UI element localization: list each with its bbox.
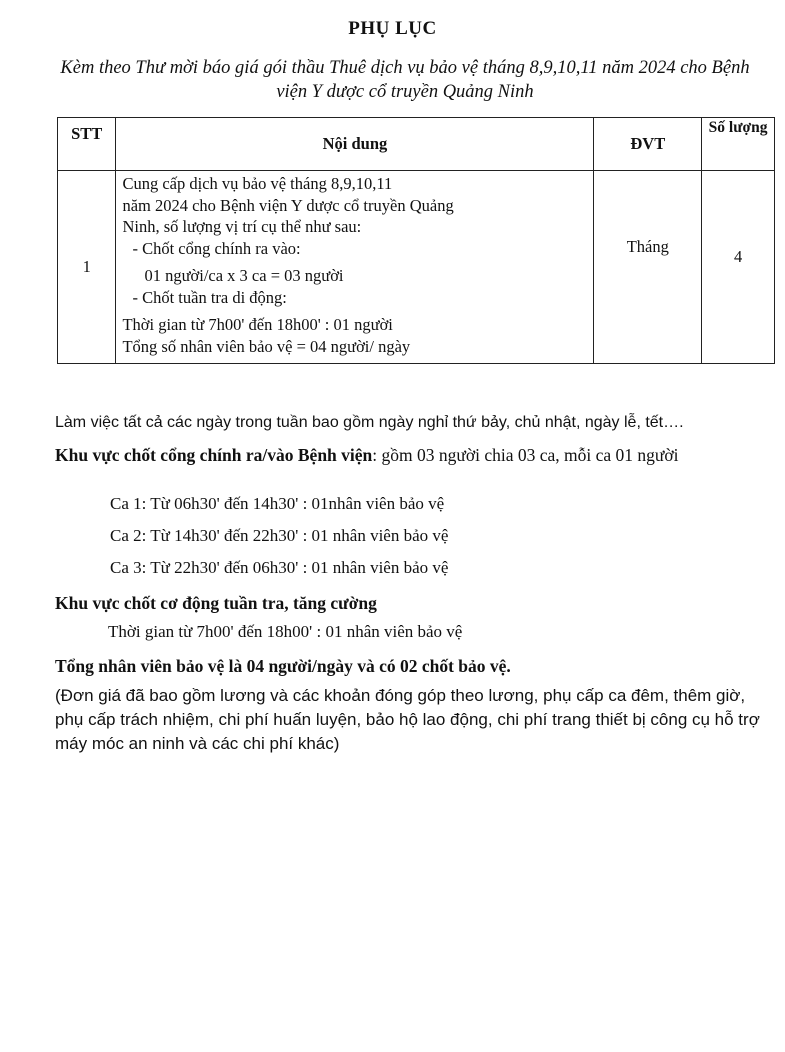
header-stt: STT	[58, 118, 116, 171]
content-line: Tổng số nhân viên bảo vệ = 04 người/ ngày	[122, 336, 411, 356]
shift-line: Ca 3: Từ 22h30' đến 06h30' : 01 nhân viên bảo vệ	[110, 558, 449, 577]
gate-paragraph	[55, 443, 755, 467]
content-line: 01 người/ca x 3 ca = 03 người	[144, 266, 344, 285]
header-unit: ĐVT	[594, 118, 702, 171]
shift-line: Ca 2: Từ 14h30' đến 22h30' : 01 nhân viên bảo vệ	[110, 526, 449, 545]
cell-qty: 4	[702, 171, 775, 364]
price-note: (Đơn giá đã bao gồm lương và các khoản đóng góp theo lương, phụ cấp ca đêm, thêm giờ, phụ cấp trách nhiệm, chi phí huấn luyện, bảo hộ lao động, chi phí trang thiết bị công cụ hỗ trợ máy móc an ninh và các chi phí khác)	[55, 686, 760, 753]
cell-stt: 1	[58, 171, 116, 364]
cell-unit: Tháng	[594, 171, 702, 364]
header-qty: Số lượng	[702, 118, 775, 171]
patrol-heading: Khu vực chốt cơ động tuần tra, tăng cường	[55, 593, 377, 613]
content-line: Ninh, số lượng vị trí cụ thể như sau:	[122, 217, 362, 236]
patrol-text: Thời gian từ 7h00' đến 18h00' : 01 nhân viên bảo vệ	[108, 622, 463, 641]
content-line: Cung cấp dịch vụ bảo vệ tháng 8,9,10,11	[122, 174, 393, 193]
total-staff-line: Tổng nhân viên bảo vệ là 04 người/ngày và có 02 chốt bảo vệ.	[55, 656, 511, 676]
content-line: - Chốt cổng chính ra vào:	[132, 238, 301, 258]
gate-heading: Khu vực chốt cổng chính ra/vào Bệnh viện	[55, 445, 373, 465]
shift-line: Ca 1: Từ 06h30' đến 14h30' : 01nhân viên bảo vệ	[110, 494, 445, 513]
content-line: năm 2024 cho Bệnh viện Y dược cổ truyền Quảng	[122, 195, 454, 215]
quote-table	[57, 117, 775, 364]
gate-text: : gồm 03 người chia 03 ca, mỗi ca 01 người	[372, 445, 679, 465]
page-title: PHỤ LỤC	[348, 18, 437, 39]
cell-content	[116, 171, 594, 364]
page-subtitle: Kèm theo Thư mời báo giá gói thầu Thuê dịch vụ bảo vệ tháng 8,9,10,11 năm 2024 cho Bệnh viện Y dược cổ truyền Quảng Ninh	[60, 58, 750, 102]
header-content: Nội dung	[116, 118, 594, 171]
content-line: - Chốt tuần tra di động:	[132, 287, 287, 307]
table-row	[58, 171, 775, 364]
workdays-paragraph: Làm việc tất cả các ngày trong tuần bao gồm ngày nghỉ thứ bảy, chủ nhật, ngày lễ, tết….	[55, 414, 684, 431]
content-line: Thời gian từ 7h00' đến 18h00' : 01 người	[122, 315, 393, 334]
table-header-row	[58, 118, 775, 171]
